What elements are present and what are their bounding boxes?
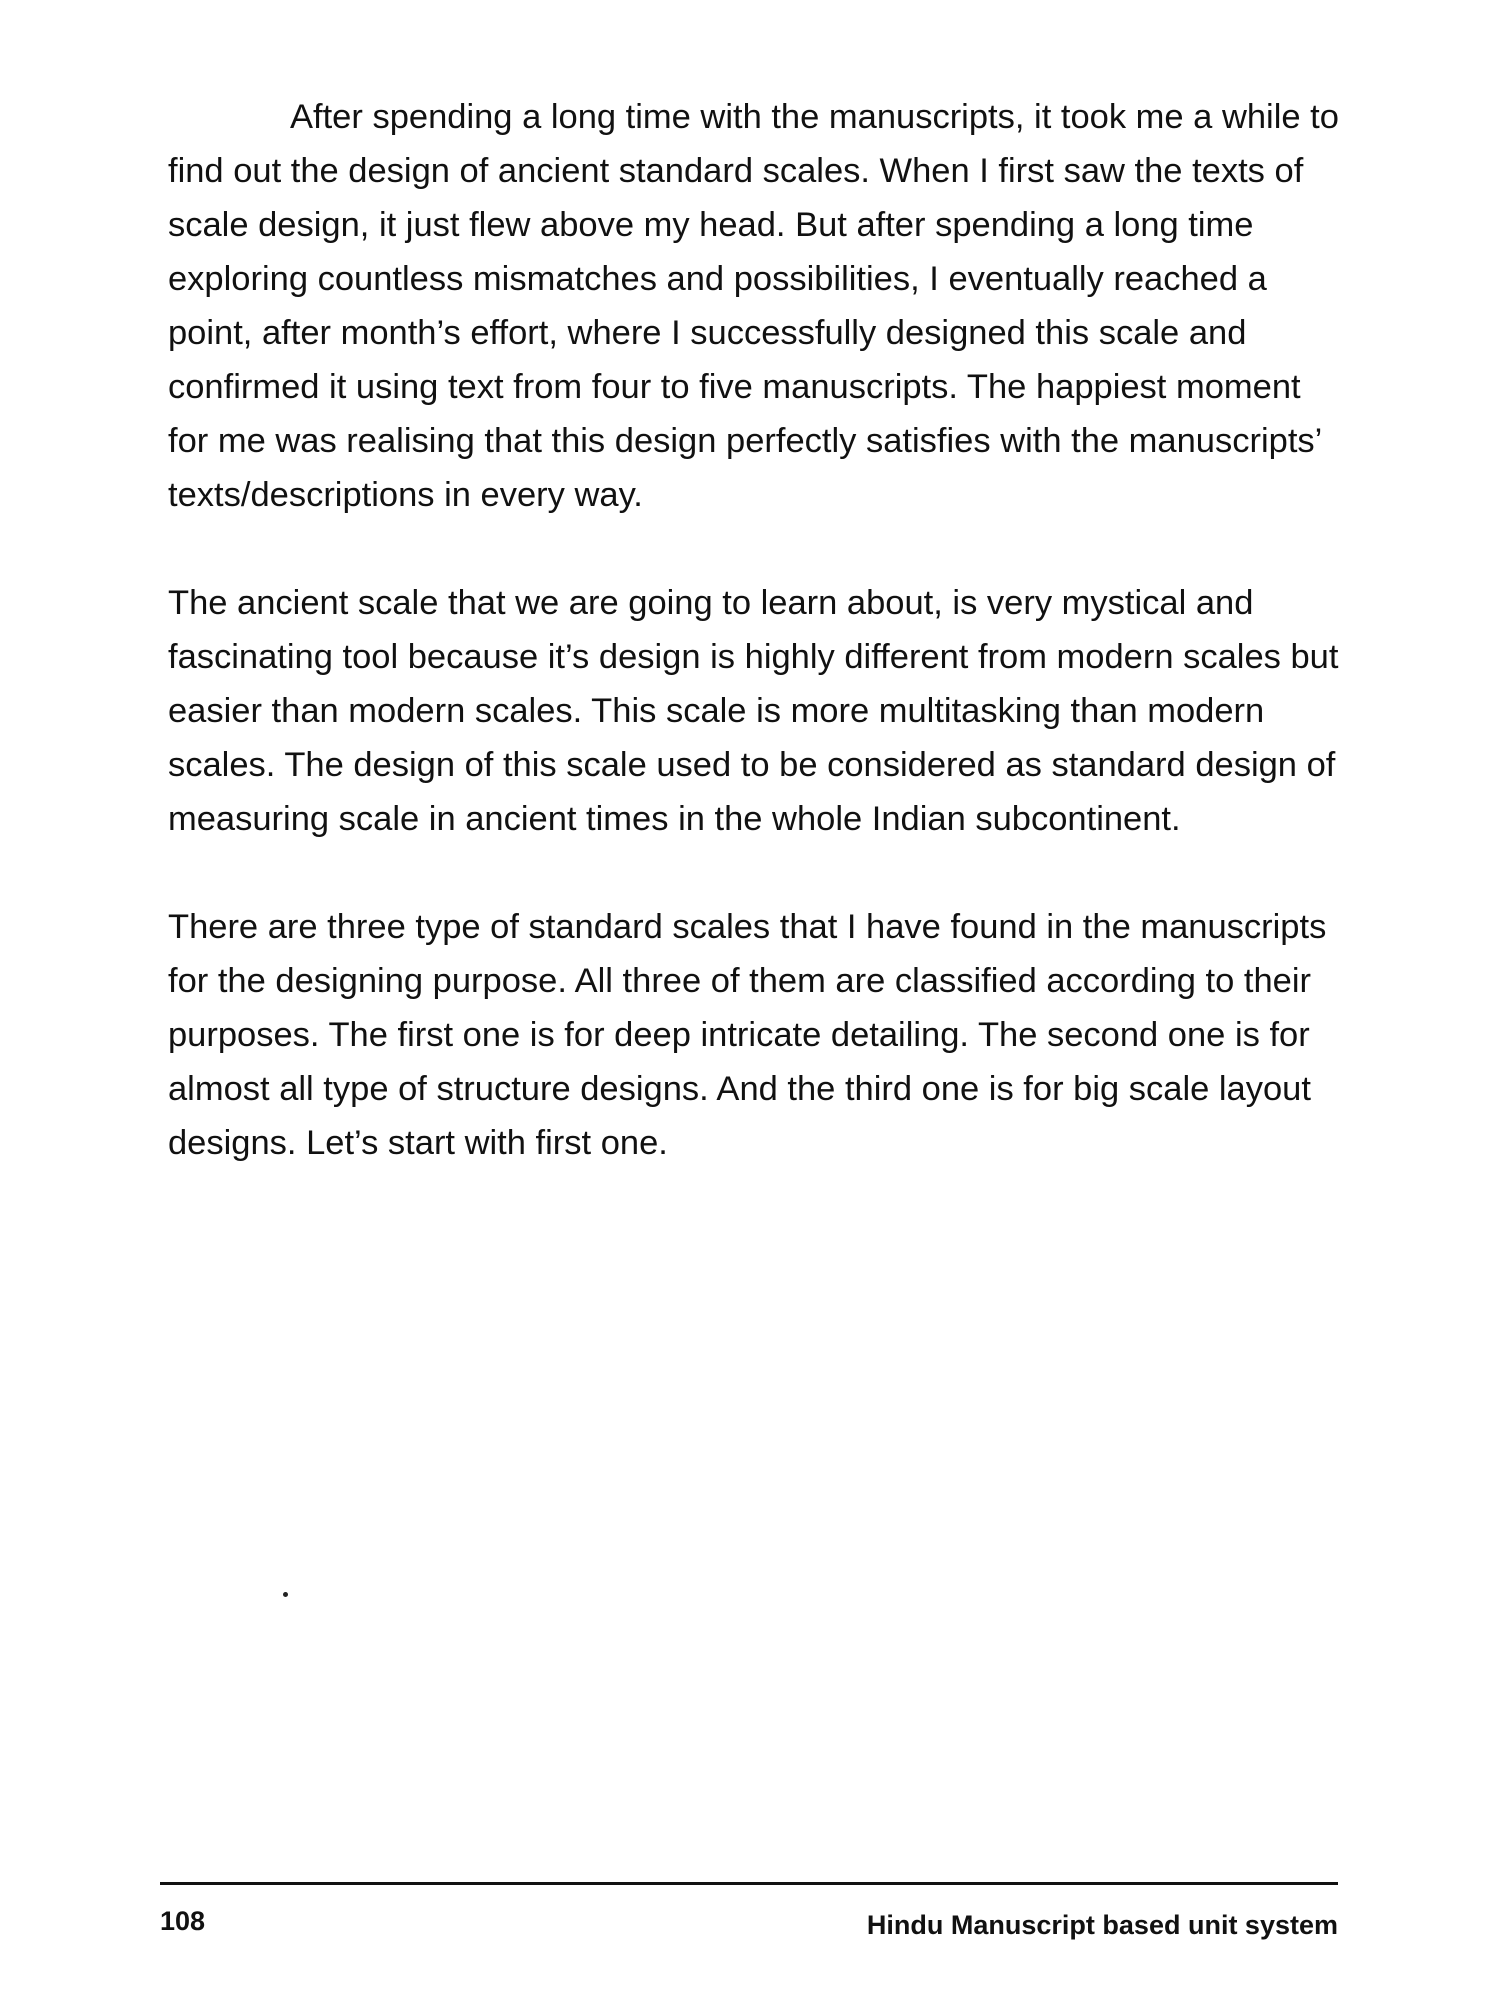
footer-rule (160, 1882, 1338, 1885)
running-title: Hindu Manuscript based unit system (866, 1910, 1338, 1940)
page-number: 108 (160, 1906, 206, 1936)
body-text (168, 90, 1348, 1224)
stray-ink-dot (283, 1592, 288, 1597)
paragraph-1: After spending a long time with the manuscripts, it took me a while to find out the design of ancient standard scales. When I first saw the texts of scale design, it just flew above my head. But after spending a long time exploring countless mismatches and possibilities, I eventually reached a point, after month’s effort, where I successfully designed this scale and confirmed it using text from four to five manuscripts. The happiest moment for me was realising that this design perfectly satisfies with the manuscripts’ texts/descriptions in every way. (168, 98, 1339, 514)
paragraph-2: The ancient scale that we are going to learn about, is very mystical and fascinating tool because it’s design is highly different from modern scales but easier than modern scales. This scale is more multitasking than modern scales. The design of this scale used to be considered as standard design of measuring scale in ancient times in the whole Indian subcontinent. (168, 584, 1339, 838)
paragraph-3: There are three type of standard scales that I have found in the manuscripts for the designing purpose. All three of them are classified according to their purposes. The first one is for deep intricate detailing. The second one is for almost all type of structure designs. And the third one is for big scale layout designs. Let’s start with first one. (168, 908, 1327, 1162)
